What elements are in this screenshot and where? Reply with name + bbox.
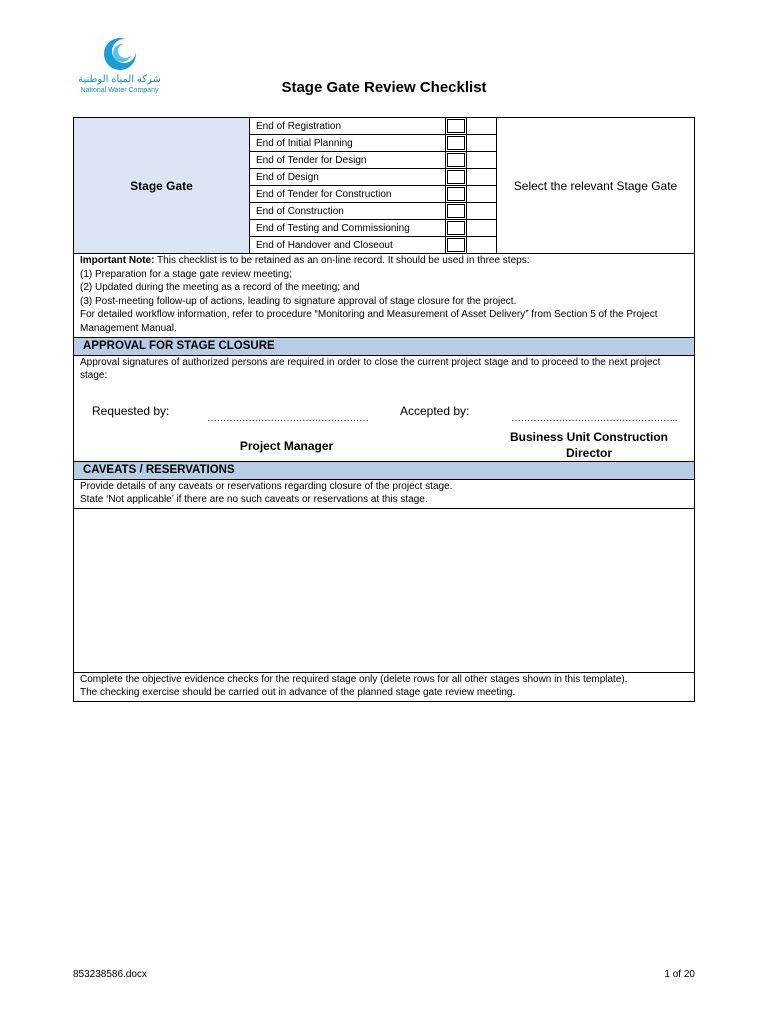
approval-heading: APPROVAL FOR STAGE CLOSURE xyxy=(74,338,694,356)
note-line: (2) Updated during the meeting as a record of the meeting; and xyxy=(80,282,360,294)
stage-gate-name: End of Testing and Commissioning xyxy=(250,220,446,236)
stage-checkbox[interactable] xyxy=(447,204,465,218)
checklist-table xyxy=(73,117,695,702)
stage-gate-name: End of Design xyxy=(250,169,446,185)
caveats-entry-area[interactable] xyxy=(74,509,694,673)
logo-arabic-text: شركة المياه الوطنية xyxy=(78,74,161,85)
approval-text: Approval signatures of authorized persons are required in order to close the current project stage and to proceed to the next project stage: xyxy=(80,356,661,382)
important-note xyxy=(74,254,694,338)
water-drop-icon xyxy=(100,36,140,72)
stage-gate-row xyxy=(250,203,496,220)
stage-gate-name: End of Handover and Closeout xyxy=(250,237,446,253)
stage-checkbox[interactable] xyxy=(447,170,465,184)
stage-gate-row xyxy=(250,186,496,203)
stage-checkbox[interactable] xyxy=(447,119,465,133)
important-note-label: Important Note: xyxy=(80,255,155,266)
stage-checkbox[interactable] xyxy=(447,153,465,167)
logo-english-text: National Water Company xyxy=(80,87,159,94)
stage-gate-block xyxy=(74,118,694,254)
stage-gate-name: End of Registration xyxy=(250,118,446,134)
caveats-line: State ‘Not applicable’ if there are no such caveats or reservations at this stage. xyxy=(80,494,428,506)
caveats-instructions xyxy=(74,480,694,509)
stage-gate-list xyxy=(250,118,497,253)
requested-role: Project Manager xyxy=(239,438,334,453)
note-line: For detailed workflow information, refer to procedure “Monitoring and Measurement of Asset Delivery” from Section 5 of the Project Management Manual. xyxy=(80,309,658,334)
stage-checkbox[interactable] xyxy=(447,238,465,252)
stage-gate-row xyxy=(250,118,496,135)
stage-gate-name: End of Tender for Construction xyxy=(250,186,446,202)
caveats-line: Provide details of any caveats or reservations regarding closure of the project stage. xyxy=(80,480,453,492)
evidence-instructions xyxy=(74,673,694,701)
stage-gate-name: End of Initial Planning xyxy=(250,135,446,151)
stage-checkbox[interactable] xyxy=(447,136,465,150)
note-line: (3) Post-meeting follow-up of actions, leading to signature approval of stage closure for the project. xyxy=(80,295,517,307)
stage-gate-name: End of Tender for Design xyxy=(250,152,446,168)
accepted-by-label: Accepted by: xyxy=(400,403,470,418)
requested-signature-line[interactable]: …………………………………………… xyxy=(207,412,369,424)
important-note-lead: This checklist is to be retained as an on-line record. It should be used in three steps: xyxy=(154,255,530,266)
stage-gate-row xyxy=(250,152,496,169)
footer-filename: 853238586.docx xyxy=(73,969,147,980)
caveats-heading: CAVEATS / RESERVATIONS xyxy=(74,462,694,480)
stage-checkbox[interactable] xyxy=(447,221,465,235)
stage-gate-name: End of Construction xyxy=(250,203,446,219)
approval-section xyxy=(74,356,694,462)
footer-page-number: 1 of 20 xyxy=(664,969,695,980)
accepted-role: Business Unit Construction Director xyxy=(509,429,668,460)
accepted-signature-line[interactable]: …………………………………………….. xyxy=(511,412,678,424)
stage-gate-row xyxy=(250,237,496,253)
stage-gate-instruction: Select the relevant Stage Gate xyxy=(513,178,678,193)
stage-gate-row xyxy=(250,135,496,152)
note-line: (1) Preparation for a stage gate review meeting; xyxy=(80,268,292,280)
stage-gate-label: Stage Gate xyxy=(74,118,250,253)
stage-gate-row xyxy=(250,169,496,186)
document-title: Stage Gate Review Checklist xyxy=(281,79,487,96)
evidence-line: Complete the objective evidence checks for the required stage only (delete rows for all other stages shown in this template). xyxy=(80,673,628,685)
requested-by-label: Requested by: xyxy=(92,403,170,418)
stage-checkbox[interactable] xyxy=(447,187,465,201)
evidence-line: The checking exercise should be carried out in advance of the planned stage gate review meeting. xyxy=(80,687,516,699)
stage-gate-row xyxy=(250,220,496,237)
